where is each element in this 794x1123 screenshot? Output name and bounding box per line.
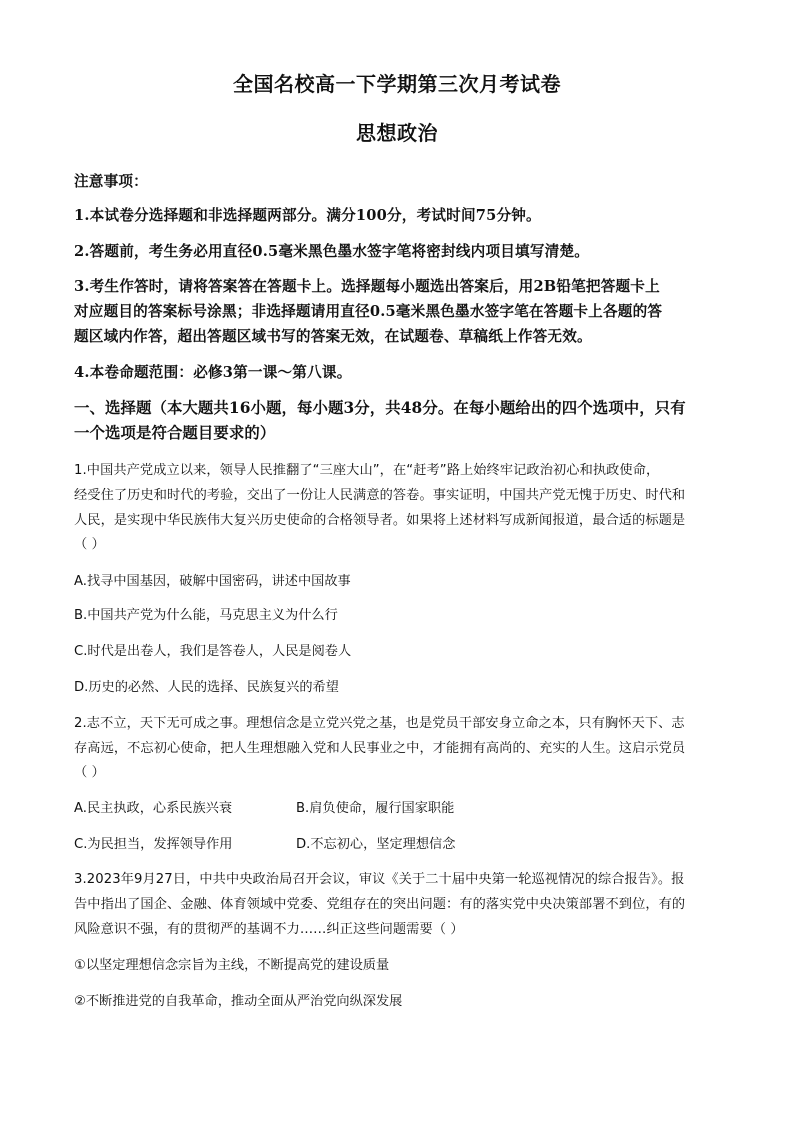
notice-item-1: 1.本试卷分选择题和非选择题两部分。满分100分，考试时间75分钟。 [74, 207, 541, 224]
question-1-line-1: 1.中国共产党成立以来，领导人民推翻了“三座大山”，在“赶考”路上始终牢记政治初心和执政使命， [74, 463, 660, 478]
question-2-option-a: A.民主执政，心系民族兴衰 [74, 801, 233, 816]
notice-item-3-line-2: 对应题目的答案标号涂黑；非选择题请用直径0.5毫米黑色墨水签字笔在答题卡上各题的答 [74, 303, 663, 320]
question-1-blank: （ ） [74, 537, 105, 552]
question-1-option-d: D.历史的必然、人民的选择、民族复兴的希望 [74, 680, 339, 695]
question-1-option-a: A.找寻中国基因，破解中国密码，讲述中国故事 [74, 574, 351, 589]
question-2-line-1: 2.志不立，天下无可成之事。理想信念是立党兴党之基，也是党员干部安身立命之本，只有胸怀天下、志 [74, 716, 685, 731]
question-2-blank: （ ） [74, 765, 105, 780]
exam-title: 全国名校高一下学期第三次月考试卷 [233, 72, 561, 96]
notice-item-4: 4.本卷命题范围：必修3第一课～第八课。 [74, 364, 352, 381]
question-3-line-2: 告中指出了国企、金融、体育领域中党委、党组存在的突出问题：有的落实党中央决策部署不到位，有的 [74, 897, 686, 912]
question-2-line-2: 存高远，不忘初心使命，把人生理想融入党和人民事业之中，才能拥有高尚的、充实的人生。这启示党员 [74, 741, 686, 756]
notice-heading: 注意事项： [74, 173, 148, 190]
question-2-option-d: D.不忘初心，坚定理想信念 [296, 837, 456, 852]
question-1-option-c: C.时代是出卷人，我们是答卷人，人民是阅卷人 [74, 644, 352, 659]
subject-title: 思想政治 [356, 121, 438, 145]
question-3-line-1: 3.2023年9月27日，中共中央政治局召开会议，审议《关于二十届中央第一轮巡视情况的综合报告》。报 [74, 872, 685, 887]
question-2-options-row-2 [74, 833, 734, 852]
question-2-options-row-1 [74, 797, 734, 816]
notice-item-2: 2.答题前，考生务必用直径0.5毫米黑色墨水签字笔将密封线内项目填写清楚。 [74, 243, 590, 260]
section-1-heading-line-2: 一个选项是符合题目要求的） [74, 424, 276, 442]
notice-item-3-line-3: 题区域内作答，超出答题区域书写的答案无效，在试题卷、草稿纸上作答无效。 [74, 328, 592, 345]
question-1-line-2: 经受住了历史和时代的考验，交出了一份让人民满意的答卷。事实证明，中国共产党无愧于历史、时代和 [74, 488, 686, 503]
question-3-line-3: 风险意识不强，有的贯彻严的基调不力……纠正这些问题需要（ ） [74, 922, 464, 937]
question-2-option-b: B.肩负使命，履行国家职能 [296, 801, 455, 816]
question-3-statement-2: ②不断推进党的自我革命，推动全面从严治党向纵深发展 [74, 994, 403, 1009]
question-2-option-c: C.为民担当，发挥领导作用 [74, 837, 233, 852]
question-3-statement-1: ①以坚定理想信念宗旨为主线，不断提高党的建设质量 [74, 958, 390, 973]
question-1-option-b: B.中国共产党为什么能，马克思主义为什么行 [74, 608, 338, 623]
section-1-heading-line-1: 一、选择题（本大题共16小题，每小题3分，共48分。在每小题给出的四个选项中，只有 [74, 399, 686, 417]
question-1-line-3: 人民，是实现中华民族伟大复兴历史使命的合格领导者。如果将上述材料写成新闻报道，最合适的标题是 [74, 513, 686, 528]
notice-item-3-line-1: 3.考生作答时，请将答案答在答题卡上。选择题每小题选出答案后，用2B铅笔把答题卡上 [74, 278, 660, 295]
